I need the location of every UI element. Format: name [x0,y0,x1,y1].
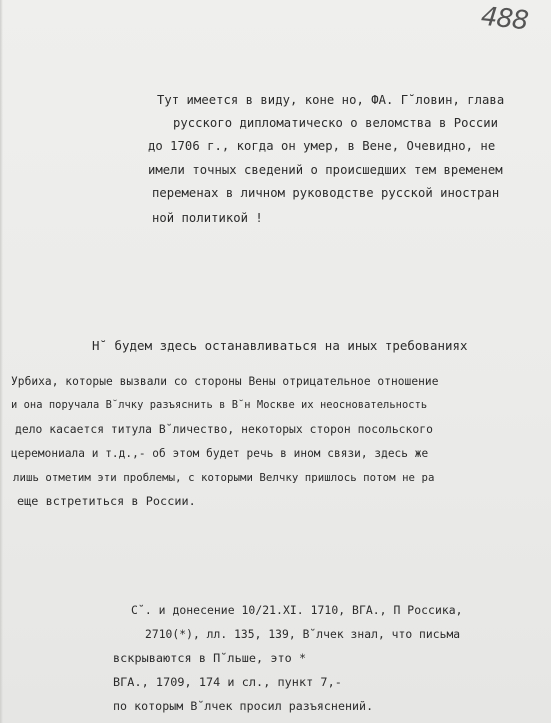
paragraph-line: Н˘ будем здесь останавливаться на иных требованиях [92,338,468,353]
footnote-line: Тут имеется в виду, коне но, ФА. Г˘ловин, глава [157,93,505,107]
paragraph-line: еще встретиться в России. [17,494,196,508]
paragraph-line: дело касается титула В˘личество, некоторых сторон посольского [15,423,433,436]
paragraph-line: и она поручала В˘лчку разъяснить в В˘н Москве их неосновательность [11,399,428,411]
reference-line: С˘. и донесение 10/21.XI. 1710, ВГА., П Россика, [131,603,463,617]
handwritten-page-number: 488 [479,1,530,37]
paragraph-line: лишь отметим эти проблемы, с которыми Велчку пришлось потом не ра [13,471,435,484]
reference-line: по которым В˘лчек просил разъяснений. [113,699,374,713]
footnote-line: переменах в личном руководстве русской иностран [152,186,500,200]
footnote-line: русского дипломатическо о веломства в России [173,116,499,130]
reference-line: ВГА., 1709, 174 и сл., пункт 7,- [113,675,342,689]
page-edge-shadow [0,0,3,723]
footnote-line: до 1706 г., когда он умер, в Вене, Очевидно, не [148,139,496,153]
paragraph-line: Урбиха, которые вызвали со стороны Вены отрицательное отношение [11,375,439,388]
paragraph-line: церемониала и т.д.,- об этом будет речь в ином связи, здесь же [11,447,429,460]
reference-line: 2710(*), лл. 135, 139, В˘лчек знал, что письма [145,628,461,641]
footnote-line: ной политикой ! [152,211,263,225]
footnote-line: имели точных сведений о происшедших тем временем [148,163,503,177]
reference-line: вскрываются в П˘льше, это * [113,651,307,665]
